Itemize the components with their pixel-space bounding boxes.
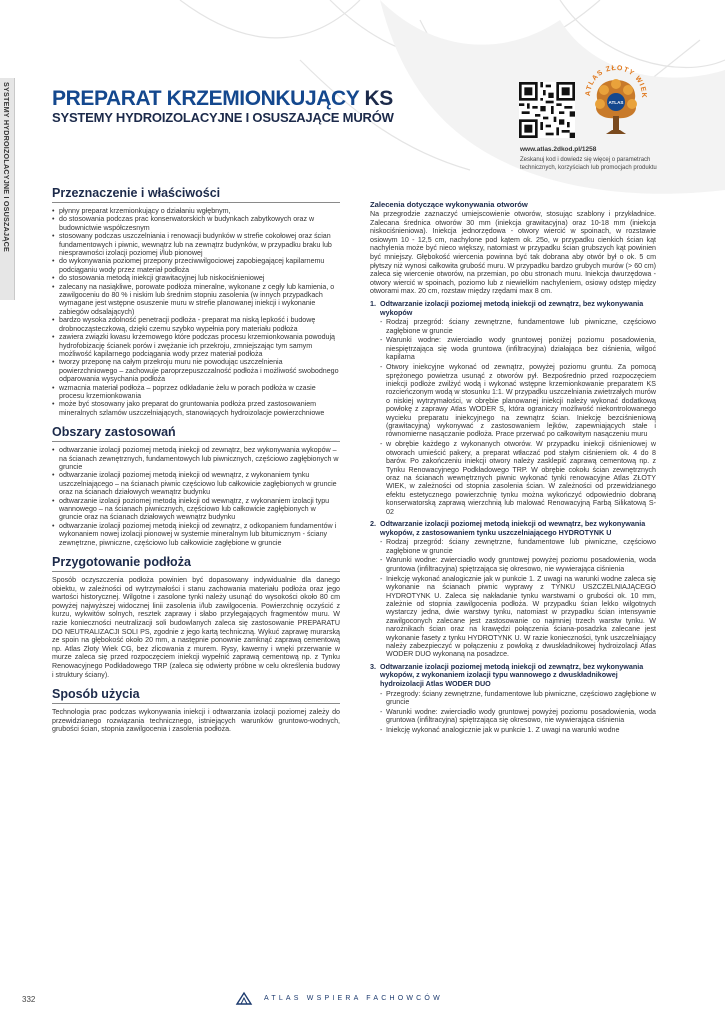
atlas-logo-icon: [235, 991, 253, 1005]
list-item: • stosowany podczas uszczelniania i renowacji budynków w strefie cokołowej oraz ścian fundamentowych i piwnic, wewnątrz lub na zewnątrz budynków, w przypadku braku lub niesprawności izolacji poziomej i/lub pionowej: [52, 232, 340, 257]
list-item: • zalecany na nasiąkliwe, porowate podłoża mineralne, wykonane z cegły lub kamienia, o zawilgoceniu do 80 % i niskim lub średnim stopniu zasolenia (w innych przypadkach wymagane jest wstępne osuszenie muru w strefie planowanej iniekcji i wykonanie zabiegów odsalających): [52, 283, 340, 317]
step-title: Odtwarzanie izolacji poziomej metodą iniekcji od zewnątrz, bez wykonywania wykopów: [380, 298, 644, 317]
list-item: - Iniekcję wykonać analogicznie jak w punkcie 1. Z uwagi na warunki wodne: [380, 726, 656, 734]
list-item: - Warunki wodne: zwierciadło wody gruntowej powyżej poziomu posadowienia, woda gruntowa (infiltracyjna) spiętrzająca się okresowo, nie wywierająca ciśnienia: [380, 708, 656, 725]
list-item: • do stosowania podczas prac konserwatorskich w budynkach zabytkowych oraz w budownictwie współczesnym: [52, 215, 340, 232]
list-item: • do stosowania metodą iniekcji grawitacyjnej lub niskociśnieniowej: [52, 274, 340, 282]
list-item: - Warunki wodne: zwierciadło wody gruntowej powyżej poziomu posadowienia, woda gruntowa (infiltracyjna) spiętrzająca się okresowo, nie wywierająca ciśnienia: [380, 556, 656, 573]
list-item: - Rodzaj przegród: ściany zewnętrzne, fundamentowe lub piwniczne, częściowo zagłębione w gruncie: [380, 538, 656, 555]
title-main: PREPARAT KRZEMIONKUJĄCY: [52, 87, 359, 110]
list-item: - w obrębie każdego z wykonanych otworów. W przypadku iniekcji ciśnieniowej w otworach umieścić pakery, a preparat wtłaczać pod stałym ciśnieniem ok. 4 do 8 barów. Po zakończeniu iniekcji otwory należy zasklepić zaprawą cementową np. z Tynku Renowacyjnego Podkładowego TRP. W obrębie cokołu ścian zewnętrznych oraz na ścianach wewnętrznych piwnic wykonać tynki renowacyjne Atlas ZŁOTY WIEK, w zależności od stopnia zasolenia ścian. W zależności od przewidzianego efektu estetycznego powierzchnię tynku można wykończyć odpowiednio dobraną konserwatorską zaprawą wierzchnią lub malować Renowacyjną Farbą Silikatową S-02: [380, 440, 656, 516]
section-heading-przygotowanie: Przygotowanie podłoża: [52, 555, 340, 572]
atlas-zloty-wiek-badge: [580, 58, 652, 142]
section-heading-przeznaczenie: Przeznaczenie i właściwości: [52, 186, 340, 203]
step-3-list: [370, 690, 656, 735]
step-heading-1: [370, 300, 656, 317]
step-1-list: [370, 318, 656, 516]
step-heading-2: [370, 520, 656, 537]
list-item: • odtwarzanie izolacji poziomej metodą iniekcji od wewnątrz, z wykonaniem tynku uszczelniającego – na ścianach piwnic częściowo lub całkowicie zagłębionych w gruncie oraz na ścianach działowych wewnątrz budynku: [52, 471, 340, 496]
qr-description: Zeskanuj kod i dowiedz się więcej o parametrach technicznych, korzyściach lub promocjach produktu: [520, 157, 657, 172]
list-item: • odtwarzanie izolacji poziomej metodą iniekcji od wewnątrz, z wykonaniem izolacji typu wannowego – na ścianach piwnicznych, częściowo lub całkowicie zagłębionych w gruncie oraz na ścianach działowych wewnątrz budynku: [52, 497, 340, 522]
right-column: [370, 200, 656, 736]
list-item: - Iniekcję wykonać analogicznie jak w punkcie 1. Z uwagi na warunki wodne zaleca się wykonanie na ścianach piwnic wyprawy z TYNKU USZCZELNIAJĄCEGO HYDROTYNK U. Zaleca się nakładanie tynku warstwami o grubości ok. 10 mm, zależnie od stopnia zawilgocenia podłoża. W przypadku ścian lekko wilgotnych wystarczy jedna, dwie warstwy tynku, natomiast w przypadku ścian intensywnie zawilgoconych zalecane jest zastosowanie co najmniej trzech warstw tynku. W narożnikach ścian oraz na krawędzi połączenia ściana-posadzka zalecane jest wykonanie fasety z tynku HYDROTYNK U. W razie konieczności, tynk uszczelniający należy zabezpieczyć w połączeniu z powłoką z dwuskładnikowej hydroizolacji Atlas WODER DUO wykonaną na posadzce.: [380, 575, 656, 659]
step-title: Odtwarzanie izolacji poziomej metodą iniekcji od wewnątrz, bez wykonywania wykopów, z zastosowaniem tynku uszczelniającego HYDROTYNK U: [380, 518, 646, 537]
step-heading-3: [370, 663, 656, 689]
list-item: • odtwarzanie izolacji poziomej metodą iniekcji od zewnątrz, z odkopaniem fundamentów i wykonaniem nowej izolacji pionowej w systemie mineralnym lub bitumicznym - ściany zewnętrzne, piwniczne, częściowo lub całkowicie zagłębione w gruncie: [52, 522, 340, 547]
step-title: Odtwarzanie izolacji poziomej metodą iniekcji od zewnątrz, bez wykonywania wykopów, z wykonaniem izolacji typu wannowego z dwuskładnikowej hydroizolacji Atlas WODER DUO: [380, 661, 644, 689]
obszary-list: [52, 446, 340, 547]
badge-logo-text: ATLAS: [608, 100, 624, 105]
page-title: [52, 87, 393, 111]
qr-code-icon[interactable]: [519, 82, 575, 138]
step-number: 3.: [370, 661, 376, 671]
list-item: • płynny preparat krzemionkujący o działaniu wgłębnym,: [52, 207, 340, 215]
sposob-text: Technologia prac podczas wykonywania iniekcji i odtwarzania izolacji poziomej zależy do przewidzianego rozwiązania technicznego, istniejących warunków gruntowo-wodnych, grubości ścian, stopnia zawilgocenia i zasolenia podłoża.: [52, 708, 340, 734]
zalecenia-heading: Zalecenia dotyczące wykonywania otworów: [370, 200, 528, 209]
list-item: • bardzo wysoka zdolność penetracji podłoża - preparat ma niską lepkość i budowę drobnocząsteczkową, dzięki czemu szybko wypełnia pory materiału podłoża: [52, 316, 340, 333]
list-item: - Warunki wodne: zwierciadło wody gruntowej poniżej poziomu posadowienia, niespiętrzająca się woda gruntowa (infiltracyjna) działająca bez ciśnienia, wilgoć kapilarna: [380, 336, 656, 361]
left-column: [52, 186, 340, 734]
side-section-label: SYSTEMY HYDROIZOLACYJNE I OSUSZAJĄCE: [2, 82, 11, 253]
list-item: • odtwarzanie izolacji poziomej metodą iniekcji od zewnątrz, bez wykonywania wykopów – na ścianach zewnętrznych, fundamentowych lub piwnicznych, częściowo zagłębionych w gruncie: [52, 446, 340, 471]
section-heading-sposob: Sposób użycia: [52, 687, 340, 704]
przygotowanie-text: Sposób oczyszczenia podłoża powinien być dopasowany indywidualnie dla danego obiektu, w zależności od wytrzymałości i stanu zachowania materiału podłoża oraz jego wartości historycznej. Wilgotne i zasolone tynki należy usunąć do wysokości około 80 cm powyżej najwyższej widocznej linii zasolenia i/lub zawilgocenia. Powierzchnię oczyścić z kurzu, wykwitów solnych, resztek zaprawy i słabo przylegających fragmentów muru. W razie konieczności neutralizacji soli budowlanych zaleca się zastosowanie PREPARATU DO NEUTRALIZACJI SOLI PS, zgodnie z jego kartą techniczną. Wykuć zaprawę murarską ze spoin na głębokość około 20 mm, a następnie ponownie zamknąć zaprawą cementową np. Atlas Złoty Wiek CG, bez zlicowania z murem. Rysy, kawerny i wnęki przerwanie w murze zaleca się przed rozpoczęciem iniekcji wypełnić zaprawą cementową np. z Tynku Renowacyjnego Podkładowego TRP (zaleca się odwierty próbne w celu określenia budowy i struktury ściany).: [52, 576, 340, 679]
list-item: • zawiera związki kwasu krzemowego które podczas procesu krzemionkowania powodują hydrofobizację ścianek porów i zwężanie ich przekroju, zmniejszając tym samym możliwość kapilarnego podciągania wody przez materiał podłoża: [52, 333, 340, 358]
footer-brand-text: ATLAS WSPIERA FACHOWCÓW: [264, 995, 443, 1002]
list-item: • do wykonywania poziomej przepony przeciwwilgociowej zapobiegającej kapilarnemu podciąganiu wody przez materiał podłoża: [52, 257, 340, 274]
page-subtitle: SYSTEMY HYDROIZOLACYJNE I OSUSZAJĄCE MURÓW: [52, 110, 394, 125]
step-number: 2.: [370, 518, 376, 528]
badge-arc-text: ATLAS ZŁOTY WIEK: [584, 64, 648, 99]
page-number: 332: [22, 995, 36, 1004]
list-item: - Rodzaj przegród: ściany zewnętrzne, fundamentowe lub piwniczne, częściowo zagłębione w gruncie: [380, 318, 656, 335]
step-number: 1.: [370, 298, 376, 308]
list-item: • wzmacnia materiał podłoża – poprzez odkładanie żelu w porach podłoża w czasie procesu krzemionkowania: [52, 384, 340, 401]
list-item: • może być stosowany jako preparat do gruntowania podłoża przed zastosowaniem mineralnych szlamów uszczelniających, stanowiących hydroizolacje powierzchniowe: [52, 400, 340, 417]
step-2-list: [370, 538, 656, 659]
qr-url[interactable]: www.atlas.2dkod.pl/1258: [520, 146, 597, 153]
side-section-tab: [0, 78, 15, 300]
zalecenia-text: Na przegrodzie zaznaczyć umiejscowienie otworów, stosując szablony i przykładnice. Zalecana średnica otworów 30 mm (iniekcja grawitacyjna) oraz 10-18 mm (iniekcja niskociśnieniowa). Iniekcja jednorzędowa - otwory wiercić w spoinach, w rozstawie osiowym 10 - 12,5 cm, nachylone pod kątem ok. 25o, w przypadku cienkich ścian kąt nachylenia może być nieco większy, natomiast w przypadku ścian grubszych kąt powinien być mniejszy. Głębokość wiercenia powinna być tak dobrana aby otwór był o ok. 5 cm płytszy niż wynosi całkowita grubość muru. W przypadku bardzo grubych murów (> 60 cm) zaleca się wiercenie otworów, na przemian, po obu stronach muru. Iniekcja dwurzędowa - otwory wiercić w spoinach, poziomo lub z niewielkim nachyleniem, osiowy odstęp między otworami max. 20 cm, rozstaw między rzędami max 8 cm.: [370, 210, 656, 296]
list-item: - Otwory iniekcyjne wykonać od zewnątrz, powyżej poziomu gruntu. Za pomocą sprężonego powietrza usunąć z otworów pył. Bezpośrednio przed rozpoczęciem iniekcji podłoże zwilżyć wodą i wykonać wstępne krzemionkowanie preparatem KS rozcieńczonym wodą w stosunku 1:1. W przypadku uszczelniania zwietrzałych murów o niskiej wytrzymałości, w obrębie planowanej iniekcji należy wykonać dodatkową powłokę z zaprawy Atlas WODER S, która ograniczy możliwość niekontrolowanego wycieku preparatu iniekcyjnego na zewnątrz ścian. Iniekcję bezciśnieniową (grawitacyjną) wykonywać z zastosowaniem lejków, zapewniających stałe i równomierne nasączanie podłoża. Prace przerwać po całkowitym nasączeniu muru: [380, 363, 656, 439]
title-suffix: KS: [364, 87, 393, 110]
przeznaczenie-list: [52, 207, 340, 417]
section-heading-obszary: Obszary zastosowań: [52, 425, 340, 442]
list-item: • tworzy przeponę na całym przekroju muru nie powodując uszczelnienia powierzchniowego – zachowuje paroprzepuszczalność podłoża i możliwość swobodnego odparowania wysychania podłoża: [52, 358, 340, 383]
list-item: - Przegrody: ściany zewnętrzne, fundamentowe lub piwniczne, częściowo zagłębione w gruncie: [380, 690, 656, 707]
